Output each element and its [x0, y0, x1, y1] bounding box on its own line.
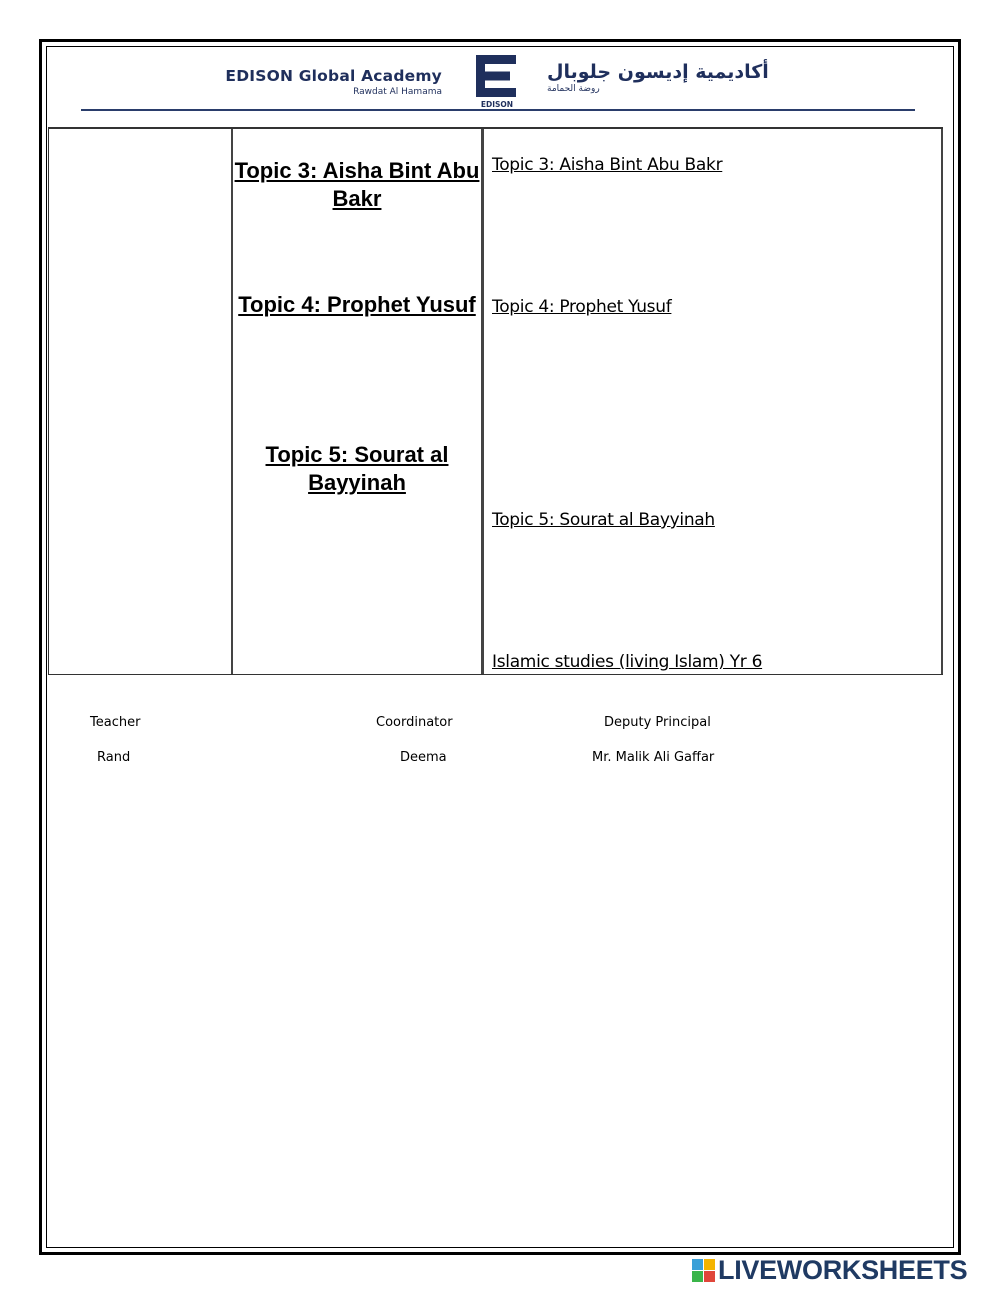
topic-link[interactable]: Topic 5: Sourat al Bayyinah [492, 510, 715, 530]
edison-logo-icon [474, 55, 520, 109]
liveworksheets-logo-icon [692, 1259, 715, 1282]
page-frame [39, 39, 961, 1255]
coordinator-name: Deema [400, 750, 447, 765]
teacher-role-label: Teacher [90, 715, 141, 730]
topic-heading: Topic 4: Prophet Yusuf [238, 292, 476, 317]
topic-heading: Topic 3: Aisha Bint Abu Bakr [234, 158, 480, 211]
brand-arabic-subtitle: روضة الحمامة [547, 84, 600, 94]
deputy-role-label: Deputy Principal [604, 715, 711, 730]
brand-english-name: EDISON Global Academy [225, 67, 442, 85]
brand-english-subtitle: Rawdat Al Hamama [353, 87, 442, 97]
brand-arabic-name: أكاديمية إديسون جلوبال [547, 61, 769, 83]
topics-table [48, 127, 943, 675]
table-column-blank [49, 129, 233, 674]
topic-link[interactable]: Topic 4: Prophet Yusuf [492, 297, 672, 317]
topic-link[interactable]: Topic 3: Aisha Bint Abu Bakr [492, 155, 723, 175]
deputy-name: Mr. Malik Ali Gaffar [592, 750, 715, 765]
school-header [47, 47, 953, 127]
header-divider [81, 109, 915, 111]
liveworksheets-brand [692, 1256, 967, 1284]
page-frame-inner [46, 46, 954, 1248]
brand-arabic [547, 61, 807, 94]
logo-caption: EDISON [480, 100, 514, 109]
teacher-name: Rand [97, 750, 131, 765]
coordinator-role-label: Coordinator [376, 715, 453, 730]
table-column-links [483, 129, 943, 674]
brand-english [187, 67, 442, 97]
table-column-topics [233, 129, 483, 674]
liveworksheets-wordmark: LIVEWORKSHEETS [718, 1254, 968, 1285]
topic-heading: Topic 5: Sourat al Bayyinah [265, 442, 449, 495]
topic-link[interactable]: Islamic studies (living Islam) Yr 6 [492, 652, 763, 672]
